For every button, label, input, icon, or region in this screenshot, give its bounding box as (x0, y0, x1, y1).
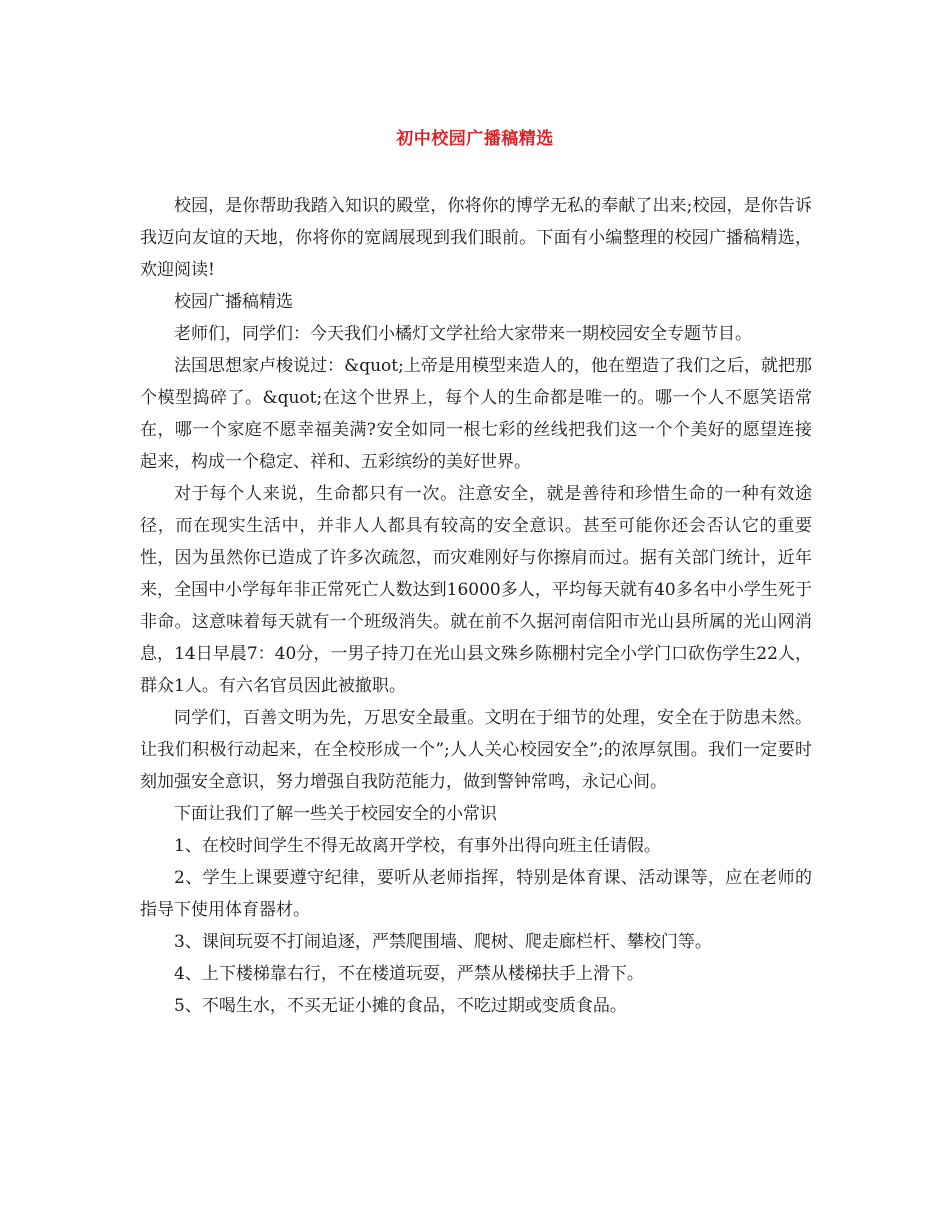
intro-paragraph: 校园，是你帮助我踏入知识的殿堂，你将你的博学无私的奉献了出来;校园，是你告诉我迈向友谊的天地，你将你的宽阔展现到我们眼前。下面有小编整理的校园广播稿精选，欢迎阅读! (140, 196, 812, 280)
appeal-paragraph: 同学们，百善文明为先，万思安全最重。文明在于细节的处理，安全在于防患未然。让我们积极行动起来，在全校形成一个”;人人关心校园安全”;的浓厚氛围。我们一定要时刻加强安全意识，努力增强自我防范能力，做到警钟常鸣，永记心间。 (140, 708, 812, 792)
greeting-paragraph: 老师们，同学们：今天我们小橘灯文学社给大家带来一期校园安全专题节目。 (174, 324, 752, 344)
tip-item: 4、上下楼梯靠右行，不在楼道玩耍，严禁从楼梯扶手上滑下。 (174, 964, 644, 984)
tip-item: 2、学生上课要遵守纪律，要听从老师指挥，特别是体育课、活动课等，应在老师的指导下使用体育器材。 (140, 868, 812, 920)
tip-item: 3、课间玩耍不打闹追逐，严禁爬围墙、爬树、爬走廊栏杆、攀校门等。 (174, 932, 712, 952)
tip-item: 5、不喝生水，不买无证小摊的食品，不吃过期或变质食品。 (174, 996, 627, 1016)
document-title: 初中校园广播稿精选 (396, 129, 554, 149)
document-body (140, 190, 812, 1022)
statistics-paragraph: 对于每个人来说，生命都只有一次。注意安全，就是善待和珍惜生命的一种有效途径，而在现实生活中，并非人人都具有较高的安全意识。甚至可能你还会否认它的重要性，因为虽然你已造成了许多次疏忽，而灾难刚好与你擦肩而过。据有关部门统计，近年来，全国中小学每年非正常死亡人数达到16000多人，平均每天就有40多名中小学生死于非命。这意味着每天就有一个班级消失。就在前不久据河南信阳市光山县所属的光山网消息，14日早晨7：40分，一男子持刀在光山县文殊乡陈棚村完全小学门口砍伤学生22人，群众1人。有六名官员因此被撤职。 (140, 484, 812, 696)
section-heading: 校园广播稿精选 (174, 292, 293, 312)
quote-paragraph: 法国思想家卢梭说过：&quot;上帝是用模型来造人的，他在塑造了我们之后，就把那个模型捣碎了。&quot;在这个世界上，每个人的生命都是唯一的。哪一个人不愿笑语常在，哪一个家庭不愿幸福美满?安全如同一根七彩的丝线把我们这一个个美好的愿望连接起来，构成一个稳定、祥和、五彩缤纷的美好世界。 (140, 356, 812, 472)
tip-item: 1、在校时间学生不得无故离开学校，有事外出得向班主任请假。 (174, 836, 661, 856)
tips-intro: 下面让我们了解一些关于校园安全的小常识 (174, 804, 497, 824)
